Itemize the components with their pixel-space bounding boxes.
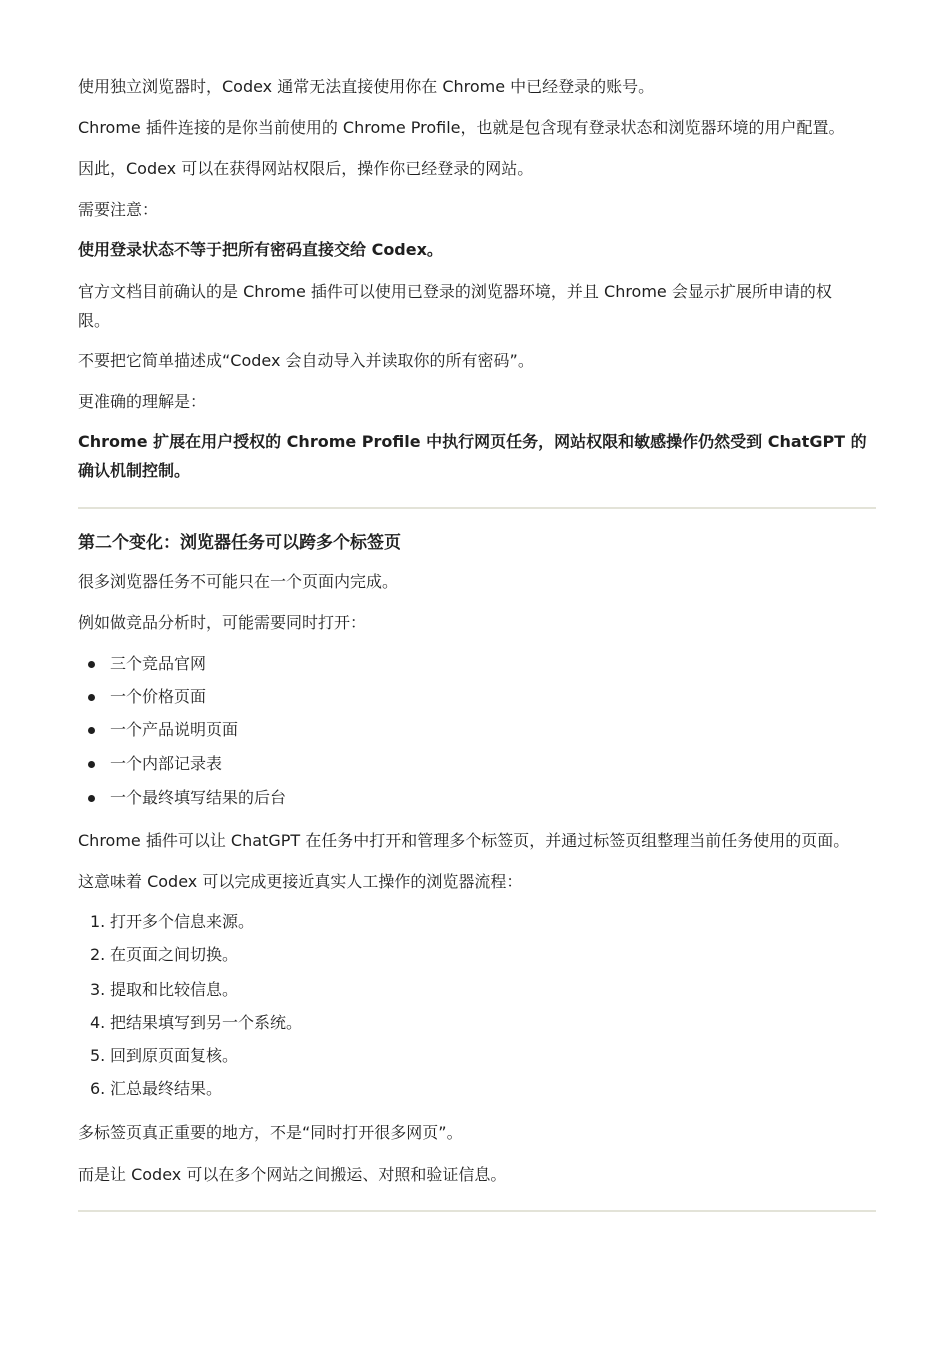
paragraph: 例如做竞品分析时，可能需要同时打开： [78,613,367,632]
paragraph: 这意味着 Codex 可以完成更接近真实人工操作的浏览器流程： [78,872,523,891]
bullet-icon [88,761,95,768]
paragraph: 不要把它简单描述成“Codex 会自动导入并读取你的所有密码”。 [78,351,534,370]
section-divider [78,507,876,509]
bold-paragraph: Chrome 扩展在用户授权的 Chrome Profile 中执行网页任务，网站权限和敏感操作仍然受到 ChatGPT 的确认机制控制。 [78,432,867,480]
bullet-icon [88,795,95,802]
paragraph: 多标签页真正重要的地方，不是“同时打开很多网页”。 [78,1123,463,1142]
paragraph: 更准确的理解是： [78,392,207,411]
section-divider [78,1210,876,1212]
bullet-icon [88,661,95,668]
paragraph: 使用独立浏览器时，Codex 通常无法直接使用你在 Chrome 中已经登录的账号。 [78,77,655,96]
paragraph: Chrome 插件可以让 ChatGPT 在任务中打开和管理多个标签页，并通过标签页组整理当前任务使用的页面。 [78,831,850,850]
paragraph: 因此，Codex 可以在获得网站权限后，操作你已经登录的网站。 [78,159,534,178]
bullet-icon [88,727,95,734]
bullet-icon [88,694,95,701]
paragraph: 官方文档目前确认的是 Chrome 插件可以使用已登录的浏览器环境，并且 Chrome 会显示扩展所申请的权限。 [78,282,832,330]
paragraph: Chrome 插件连接的是你当前使用的 Chrome Profile，也就是包含现有登录状态和浏览器环境的用户配置。 [78,118,845,137]
paragraph: 需要注意： [78,200,159,219]
bold-paragraph: 使用登录状态不等于把所有密码直接交给 Codex。 [78,240,443,259]
paragraph: 很多浏览器任务不可能只在一个页面内完成。 [78,572,399,591]
section-heading: 第二个变化：浏览器任务可以跨多个标签页 [78,533,401,553]
paragraph: 而是让 Codex 可以在多个网站之间搬运、对照和验证信息。 [78,1165,507,1184]
